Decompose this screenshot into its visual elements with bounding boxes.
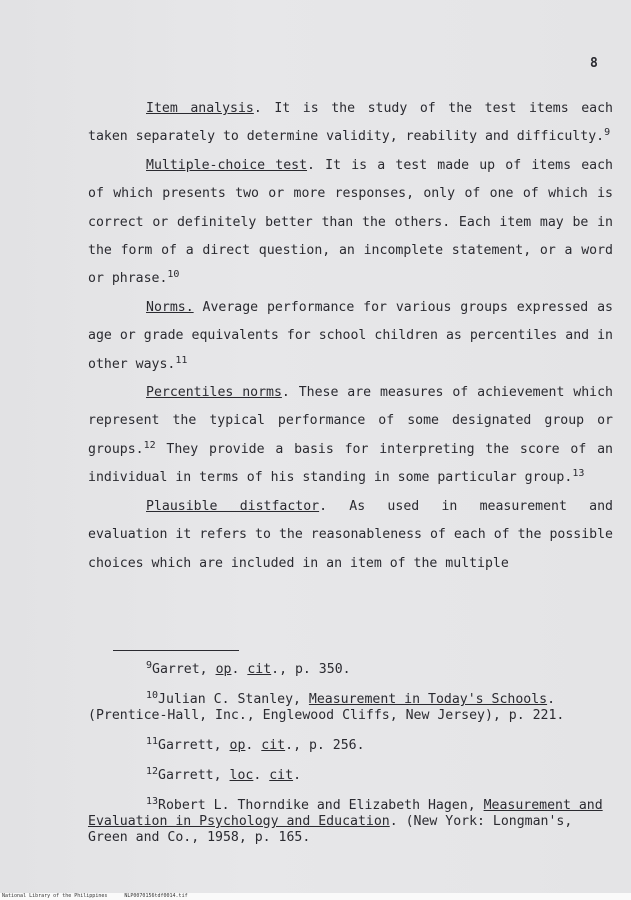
term: Multiple-choice test xyxy=(146,157,308,173)
footnote-ref: 11 xyxy=(175,354,188,366)
term: Item analysis xyxy=(146,101,254,116)
footnote-divider xyxy=(113,650,239,651)
footer-source: National Library of the Philippines xyxy=(2,893,108,899)
footnote: $^9$Garret, op. cit., p. 350. xyxy=(146,660,351,677)
footnotes xyxy=(88,658,608,856)
definition-item-analysis: Item analysis. It is the study of the test items each taken separately to determine validity, reability and difficulty.$^9$ xyxy=(88,101,613,145)
footnote-ref: 9 xyxy=(604,127,611,139)
definition-percentiles-norms: Percentiles norms. These are measures of achievement which represent the typical performance of some designated group or groups.$^{12}$ They provide a basis for interpreting the score of an individual in terms of his standing in some particular group.$^{13}$ xyxy=(88,385,613,486)
footnote: $^{10}$Julian C. Stanley, Measurement in Today's Schools. (Prentice-Hall, Inc., Englewood Cliffs, New Jersey), p. 221. xyxy=(88,690,565,723)
footnote: $^{12}$Garrett, loc. cit. xyxy=(146,766,302,783)
definition-plausible-distractor: Plausible distfactor. As used in measurement and evaluation it refers to the reasonableness of each of the possible choices which are included in an item of the multiple xyxy=(88,498,613,571)
footer-filename: NLP0070156tdf0014.tif xyxy=(124,893,188,899)
definition-norms: Norms. Average performance for various groups expressed as age or grade equivalents for school children as percentiles and in other ways.$^{11}$ xyxy=(88,299,613,372)
footnote-ref: 13 xyxy=(572,468,585,480)
term: Plausible distfactor xyxy=(146,498,320,514)
footnote-ref: 10 xyxy=(167,269,180,281)
page-number: 8 xyxy=(590,56,598,71)
scan-footer xyxy=(0,893,631,900)
term: Norms. xyxy=(146,299,194,315)
term: Percentiles norms xyxy=(146,385,282,401)
body-text xyxy=(88,95,613,578)
footnote: $^{13}$Robert L. Thorndike and Elizabeth Hagen, Measurement and Evaluation in Psychology and Education. (New York: Longman's, Green and Co., 1958, p. 165. xyxy=(88,796,603,845)
definition-multiple-choice-test: Multiple-choice test. It is a test made up of items each of which presents two or more responses, only of one of which is correct or definitely better than the others. Each item may be in the form of a direct question, an incomplete statement, or a word or phrase.$^{10}$ xyxy=(88,157,613,287)
footnote-ref: 12 xyxy=(143,439,156,451)
footnote: $^{11}$Garrett, op. cit., p. 256. xyxy=(146,736,365,753)
